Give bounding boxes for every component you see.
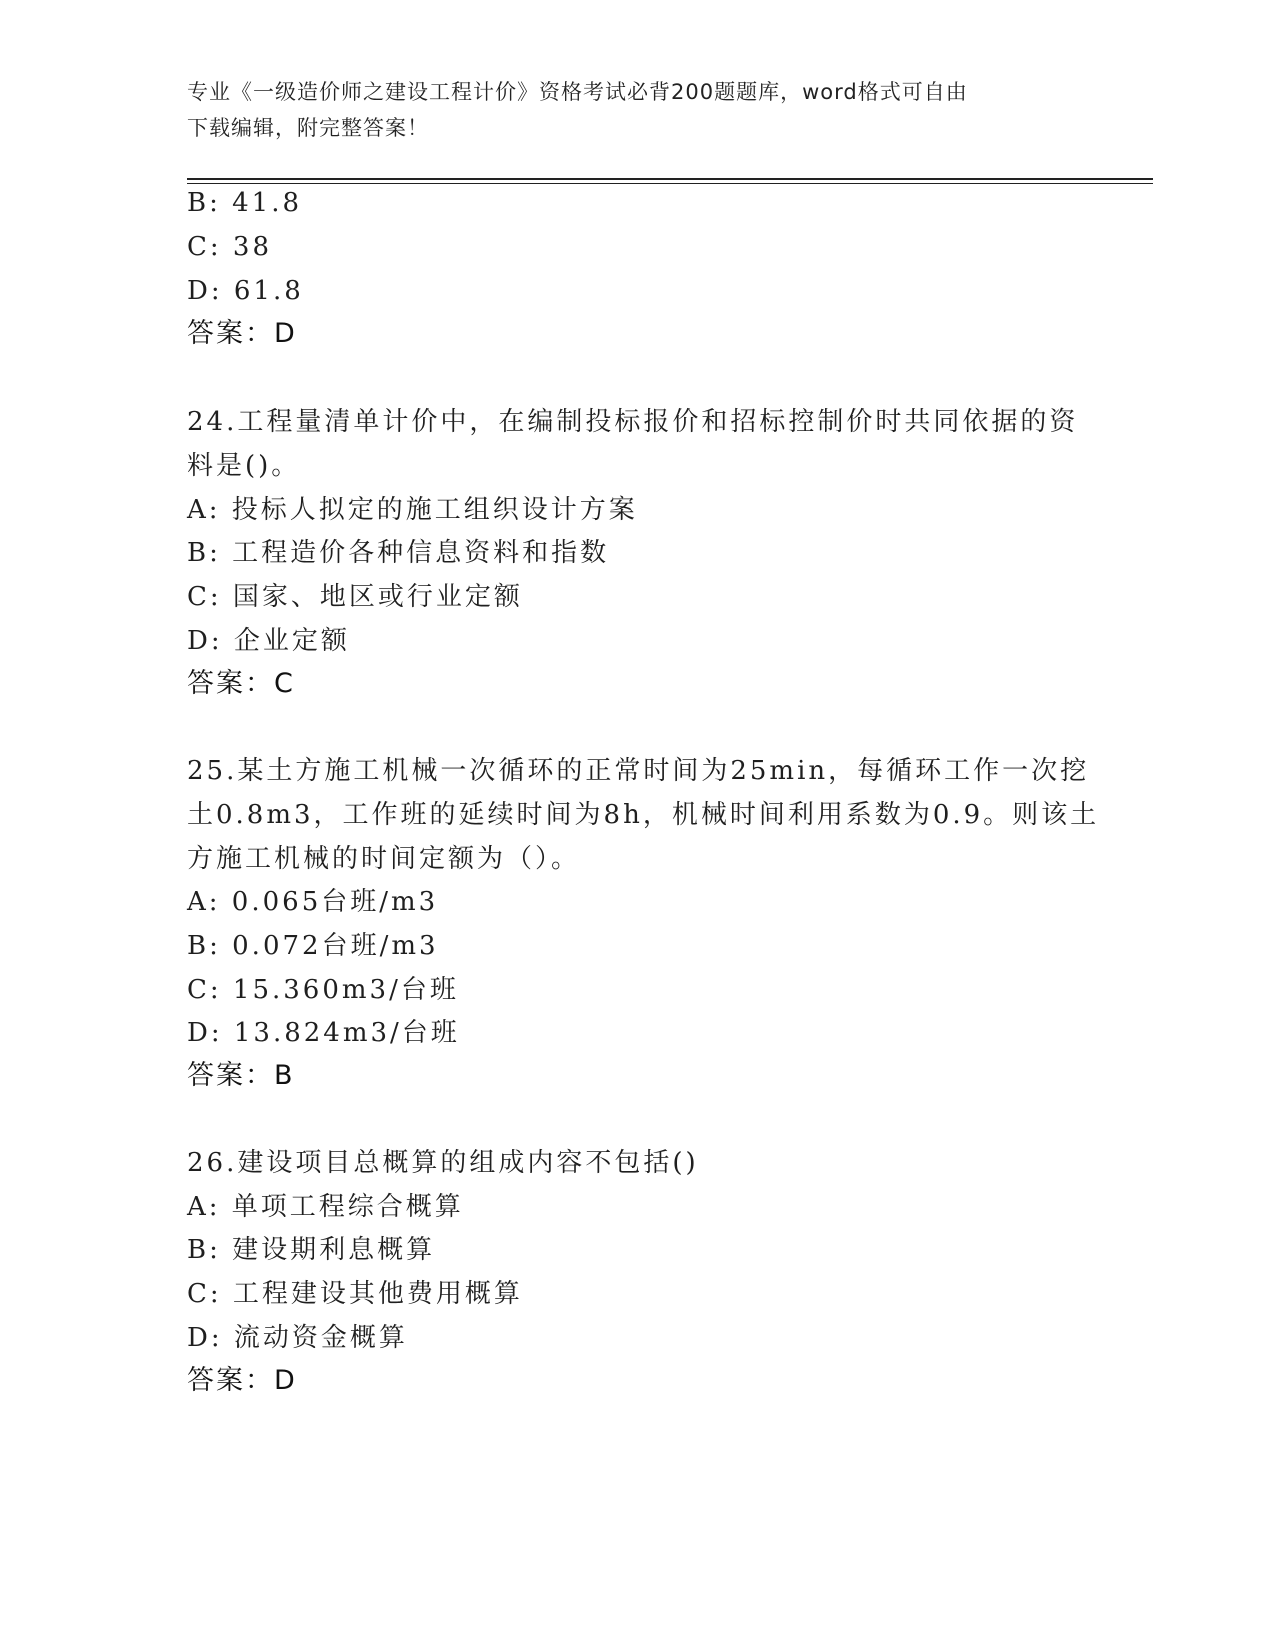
header-divider-thick — [187, 178, 1153, 180]
q24-option-d: D: 企业定额 — [187, 626, 350, 656]
q26-option-a: A: 单项工程综合概算 — [187, 1192, 464, 1222]
q24-stem-line-2: 料是()。 — [187, 451, 301, 481]
q24-stem-line-1: 24.工程量清单计价中，在编制投标报价和招标控制价时共同依据的资 — [187, 407, 1079, 437]
header-line-2: 下载编辑，附完整答案！ — [187, 116, 429, 140]
header-divider-thin — [187, 183, 1153, 184]
prev-option-d: D: 61.8 — [187, 276, 304, 306]
q25-option-d: D: 13.824m3/台班 — [187, 1018, 460, 1048]
q25-option-b: B: 0.072台班/m3 — [187, 931, 439, 961]
q26-option-d: D: 流动资金概算 — [187, 1323, 408, 1353]
q26-stem: 26.建设项目总概算的组成内容不包括() — [187, 1148, 699, 1178]
q26-answer: 答案：D — [187, 1365, 297, 1396]
q26-option-b: B: 建设期利息概算 — [187, 1235, 436, 1265]
q25-stem-line-1: 25.某土方施工机械一次循环的正常时间为25min，每循环工作一次挖 — [187, 756, 1090, 786]
header-line-1: 专业《一级造价师之建设工程计价》资格考试必背200题题库，word格式可自由 — [187, 80, 968, 104]
q25-stem-line-2: 土0.8m3，工作班的延续时间为8h，机械时间利用系数为0.9。则该土 — [187, 800, 1100, 830]
q24-option-c: C: 国家、地区或行业定额 — [187, 582, 523, 612]
q25-option-c: C: 15.360m3/台班 — [187, 975, 459, 1005]
prev-option-b: B: 41.8 — [187, 188, 303, 218]
prev-option-c: C: 38 — [187, 232, 273, 262]
q26-option-c: C: 工程建设其他费用概算 — [187, 1279, 523, 1309]
q24-answer: 答案：C — [187, 668, 295, 699]
q24-option-a: A: 投标人拟定的施工组织设计方案 — [187, 495, 638, 525]
q25-stem-line-3: 方施工机械的时间定额为（）。 — [187, 844, 581, 874]
q24-option-b: B: 工程造价各种信息资料和指数 — [187, 538, 610, 568]
q25-answer: 答案：B — [187, 1060, 295, 1091]
q25-option-a: A: 0.065台班/m3 — [187, 887, 439, 917]
prev-answer: 答案：D — [187, 318, 297, 349]
document-header — [187, 74, 1087, 146]
